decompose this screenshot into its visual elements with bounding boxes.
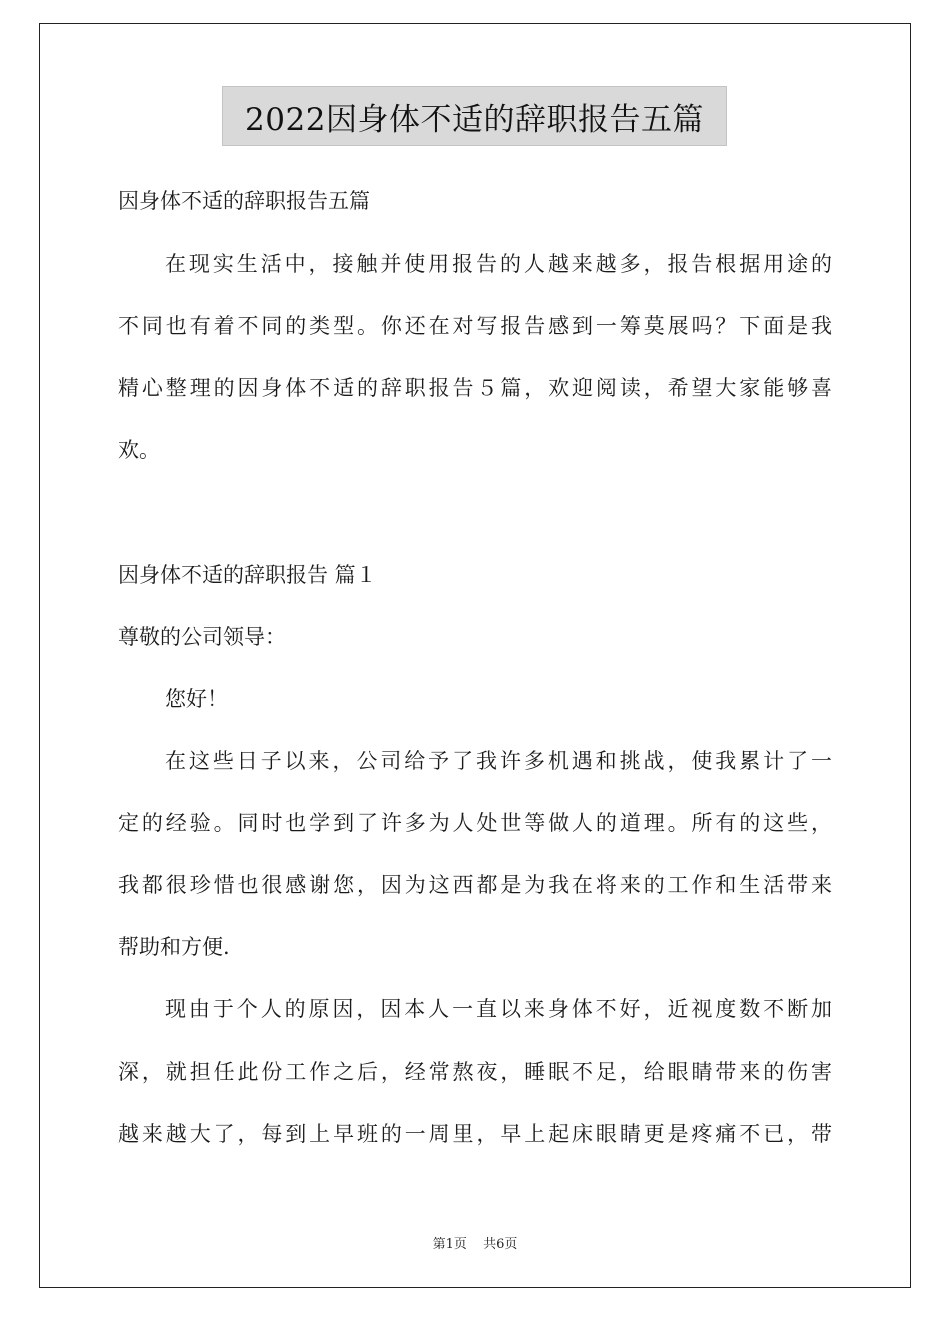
para2-line-1: 现由于个人的原因，因本人一直以来身体不好，近视度数不断加 bbox=[165, 997, 832, 1021]
title-banner bbox=[222, 86, 727, 146]
para2-line-2: 深，就担任此份工作之后，经常熬夜，睡眠不足，给眼睛带来的伤害 bbox=[118, 1060, 832, 1084]
salutation: 尊敬的公司领导： bbox=[118, 625, 286, 649]
para1-line-4: 帮助和方便. bbox=[118, 935, 230, 959]
para1-line-1: 在这些日子以来，公司给予了我许多机遇和挑战，使我累计了一 bbox=[165, 749, 832, 773]
page-number: 第1页 bbox=[432, 1237, 467, 1252]
document-title: 2022因身体不适的辞职报告五篇 bbox=[245, 101, 704, 138]
intro-line-1: 在现实生活中，接触并使用报告的人越来越多，报告根据用途的 bbox=[165, 252, 832, 276]
para1-line-2: 定的经验。同时也学到了许多为人处世等做人的道理。所有的这些， bbox=[118, 811, 832, 835]
page-footer bbox=[0, 1233, 950, 1252]
section-heading: 因身体不适的辞职报告 篇１ bbox=[118, 563, 377, 587]
intro-line-3: 精心整理的因身体不适的辞职报告５篇，欢迎阅读，希望大家能够喜 bbox=[118, 376, 832, 400]
para2-line-3: 越来越大了，每到上早班的一周里，早上起床眼睛更是疼痛不已，带 bbox=[118, 1122, 832, 1146]
intro-line-4: 欢。 bbox=[118, 438, 160, 462]
subtitle: 因身体不适的辞职报告五篇 bbox=[118, 189, 370, 213]
para1-line-3: 我都很珍惜也很感谢您，因为这西都是为我在将来的工作和生活带来 bbox=[118, 873, 832, 897]
greeting: 您好！ bbox=[165, 687, 228, 711]
page-total: 共6页 bbox=[483, 1237, 518, 1252]
intro-line-2: 不同也有着不同的类型。你还在对写报告感到一筹莫展吗？下面是我 bbox=[118, 314, 832, 338]
